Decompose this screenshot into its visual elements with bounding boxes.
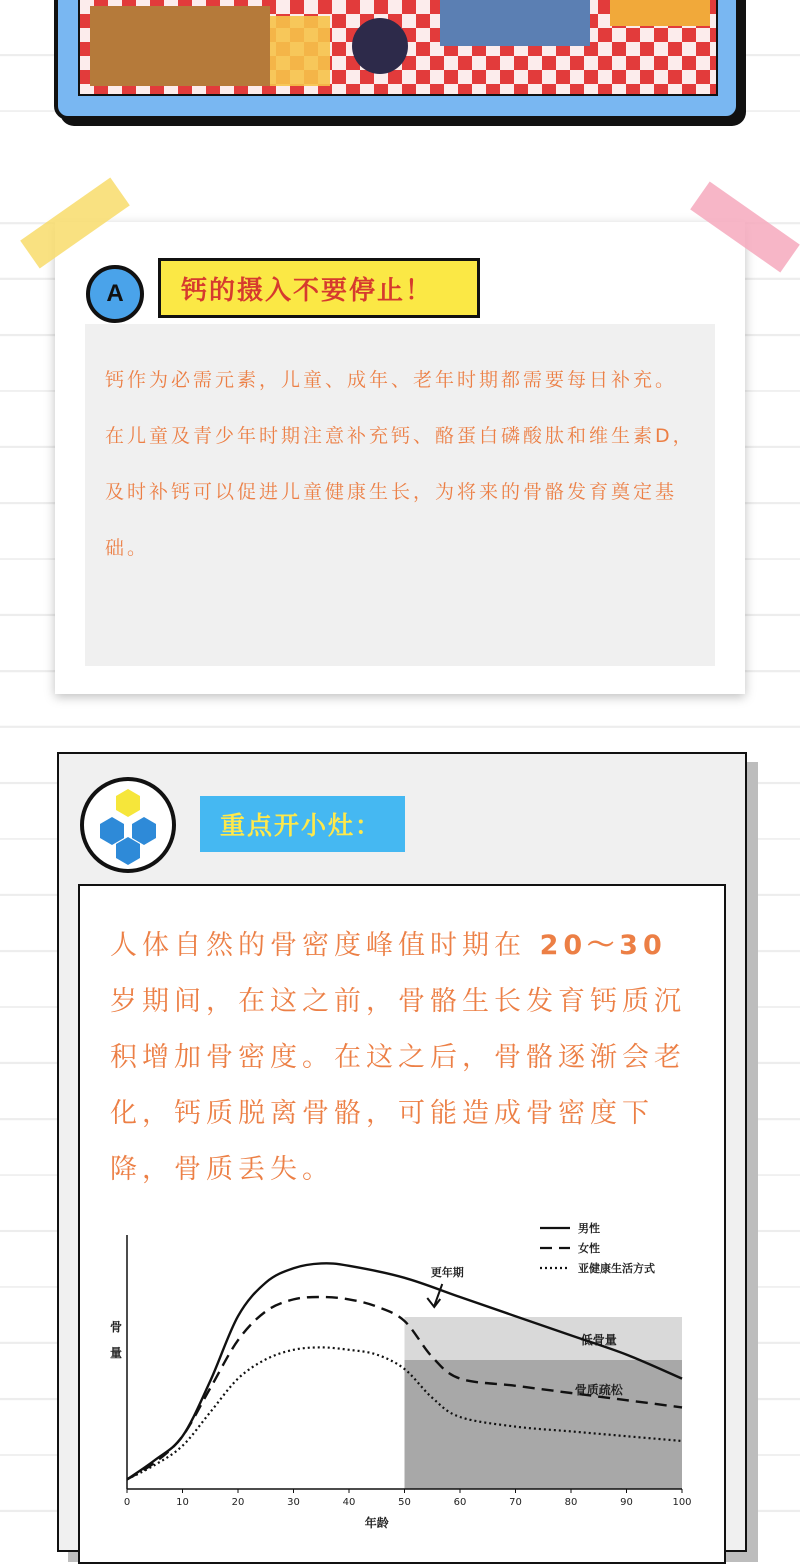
picnic-illustration (80, 0, 716, 94)
y-axis-label: 骨 (110, 1320, 123, 1334)
jeans-shape (440, 0, 590, 46)
section-body (85, 324, 715, 666)
x-tick-label: 80 (564, 1497, 578, 1508)
juice-glass-shape (270, 16, 330, 86)
x-tick-label: 60 (453, 1497, 467, 1508)
y-axis-label: 量 (110, 1346, 123, 1360)
bone-mass-chart (100, 1214, 700, 1532)
osteoporosis-region (405, 1360, 683, 1489)
bone-density-text (110, 918, 700, 1198)
grapes-shape (352, 18, 408, 74)
hexagon-shape (116, 789, 140, 817)
text-lead: 人体自然的骨密度峰值时期在 (110, 930, 526, 961)
age-highlight: 20～30 (539, 930, 667, 961)
section-title: 钙的摄入不要停止！ (158, 258, 480, 318)
x-tick-label: 70 (509, 1497, 522, 1508)
basket-shape (90, 6, 270, 86)
legend-label: 男性 (578, 1222, 600, 1235)
hexagon-shape (132, 817, 156, 845)
hexagon-shape (100, 817, 124, 845)
low-bone-mass-region (405, 1317, 683, 1360)
x-tick-label: 20 (231, 1497, 245, 1508)
paragraph: 钙作为必需元素，儿童、成年、老年时期都需要每日补充。 (105, 369, 678, 391)
picnic-photo (78, 0, 718, 96)
x-tick-label: 40 (342, 1497, 356, 1508)
x-tick-label: 30 (287, 1497, 300, 1508)
key-points-title: 重点开小灶： (200, 796, 405, 852)
x-tick-label: 90 (620, 1497, 633, 1508)
x-tick-label: 50 (398, 1497, 411, 1508)
x-axis-label: 年龄 (364, 1516, 389, 1530)
chart-legend (540, 1221, 655, 1275)
legend-label: 亚健康生活方式 (578, 1262, 655, 1275)
x-tick-label: 10 (176, 1497, 189, 1508)
hexagon-shape (116, 837, 140, 865)
menopause-annotation: 更年期 (430, 1266, 464, 1279)
region-label-osteoporosis: 骨质疏松 (574, 1383, 623, 1397)
legend-label: 女性 (578, 1242, 600, 1255)
paragraph: 在儿童及青少年时期注意补充钙、酪蛋白磷酸肽和维生素D，及时补钙可以促进儿童健康生长，为将来的骨骼发育奠定基础。 (105, 425, 695, 559)
section-divider (0, 150, 800, 180)
x-tick-label: 100 (672, 1497, 692, 1508)
hexagon-logo-icon (84, 781, 172, 869)
region-label-low-bone-mass: 低骨量 (580, 1333, 617, 1347)
x-tick-label: 0 (123, 1497, 131, 1508)
section-badge: A (86, 265, 144, 323)
photo-frame (54, 0, 740, 120)
hexagon-logo (80, 777, 176, 873)
text-rest: 岁期间，在这之前，骨骼生长发育钙质沉积增加骨密度。在这之后，骨骼逐渐会老化，钙质脱离骨骼，可能造成骨密度下降，骨质丢失。 (110, 986, 686, 1185)
shirt-shape (610, 0, 710, 26)
